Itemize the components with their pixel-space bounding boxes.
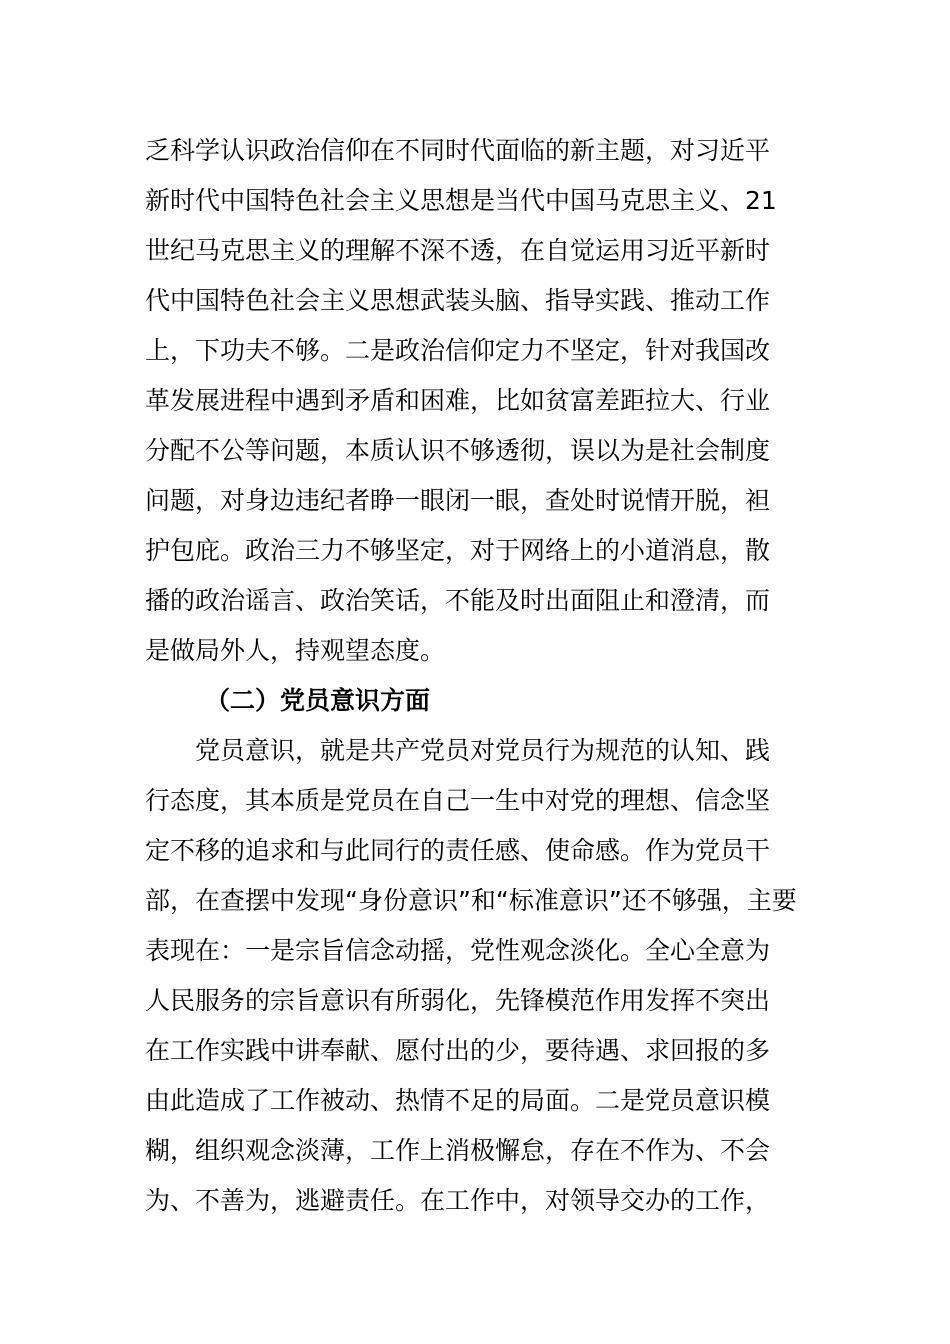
paragraph-line: 新时代中国特色社会主义思想是当代中国马克思主义、21 (145, 186, 777, 215)
paragraph-line: 由此造成了工作被动、热情不足的局面。二是党员意识模 (145, 1086, 771, 1115)
section-heading: （二）党员意识方面 (205, 686, 431, 715)
paragraph-line: 人民服务的宗旨意识有所弱化，先锋模范作用发挥不突出 (145, 986, 771, 1015)
paragraph-line: 世纪马克思主义的理解不深不透，在自觉运用习近平新时 (145, 236, 771, 265)
paragraph-first-line: 党员意识，就是共产党员对党员行为规范的认知、践 (195, 736, 771, 765)
paragraph-line: 是做局外人，持观望态度。 (145, 636, 446, 665)
paragraph-line: 糊，组织观念淡薄，工作上消极懈怠，存在不作为、不会 (145, 1136, 771, 1165)
paragraph-line: 上，下功夫不够。二是政治信仰定力不坚定，针对我国改 (145, 336, 771, 365)
paragraph-line: 护包庇。政治三力不够坚定，对于网络上的小道消息，散 (145, 536, 771, 565)
paragraph-line: 在工作实践中讲奉献、愿付出的少，要待遇、求回报的多 (145, 1036, 771, 1065)
paragraph-line: 部，在查摆中发现“身份意识”和“标准意识”还不够强，主要 (145, 886, 797, 915)
paragraph-line: 分配不公等问题，本质认识不够透彻，误以为是社会制度 (145, 436, 771, 465)
paragraph-line: 革发展进程中遇到矛盾和困难，比如贫富差距拉大、行业 (145, 386, 771, 415)
paragraph-line: 定不移的追求和与此同行的责任感、使命感。作为党员干 (145, 836, 771, 865)
paragraph-line: 为、不善为，逃避责任。在工作中，对领导交办的工作， (145, 1186, 771, 1215)
paragraph-line: 乏科学认识政治信仰在不同时代面临的新主题，对习近平 (145, 136, 771, 165)
document-body (145, 126, 810, 1226)
paragraph-line: 播的政治谣言、政治笑话，不能及时出面阻止和澄清，而 (145, 586, 771, 615)
paragraph-line: 表现在：一是宗旨信念动摇，党性观念淡化。全心全意为 (145, 936, 771, 965)
paragraph-line: 代中国特色社会主义思想武装头脑、指导实践、推动工作 (145, 286, 771, 315)
paragraph-line: 问题，对身边违纪者睁一眼闭一眼，查处时说情开脱，袒 (145, 486, 771, 515)
paragraph-line: 行态度，其本质是党员在自己一生中对党的理想、信念坚 (145, 786, 771, 815)
